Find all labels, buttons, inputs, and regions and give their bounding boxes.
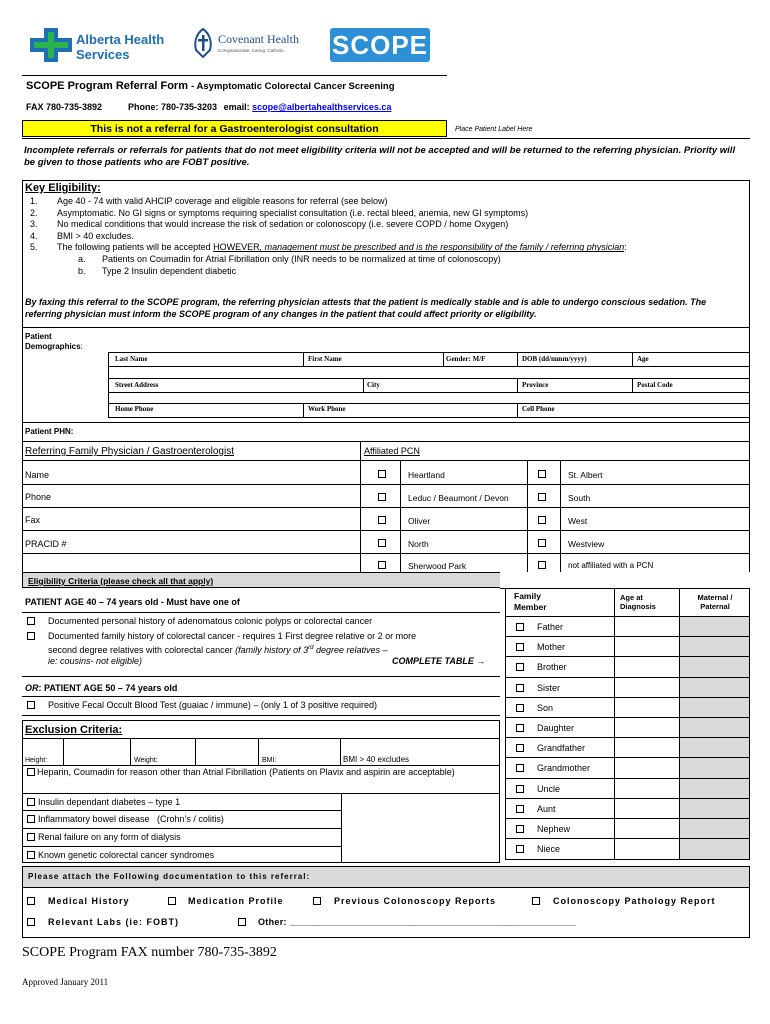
contact-line xyxy=(128,102,391,112)
maternal-header-line1: Maternal / xyxy=(697,593,733,602)
eligibility-list xyxy=(30,196,740,277)
demo-rule xyxy=(108,352,750,353)
fax-number: FAX 780-735-3892 xyxy=(26,102,103,112)
demo-rule xyxy=(108,392,750,393)
family-member-label: Niece xyxy=(537,844,561,855)
demo-col xyxy=(303,352,304,366)
phn-label: Patient PHN: xyxy=(25,427,74,436)
colonoscopy-reports-label: Previous Colonoscopy Reports xyxy=(334,896,497,906)
maternal-header-line2: Paternal xyxy=(700,602,730,611)
physician-title: Referring Family Physician / Gastroenterologist xyxy=(25,446,234,457)
demo-col xyxy=(632,378,633,392)
family-member-label: Aunt xyxy=(537,803,556,814)
pcn-westview-label: Westview xyxy=(568,539,605,549)
province-label: Province xyxy=(522,381,549,389)
criteria-rule xyxy=(22,715,500,716)
item-number: 3. xyxy=(30,219,38,230)
demo-rule xyxy=(108,417,750,418)
demo-rule xyxy=(108,403,750,404)
family-member-checkbox[interactable] xyxy=(516,643,524,651)
email-link[interactable]: scope@albertahealthservices.ca xyxy=(252,102,392,112)
fobt-checkbox[interactable] xyxy=(27,701,35,709)
family-member-checkbox[interactable] xyxy=(516,704,524,712)
family-header-line2: Member xyxy=(514,601,547,612)
family-member-label: Grandfather xyxy=(537,743,586,754)
email-label: email: xyxy=(223,102,250,112)
pathology-report-label: Colonoscopy Pathology Report xyxy=(553,896,716,906)
family-row-rule xyxy=(505,697,750,698)
eligibility-item xyxy=(30,242,740,254)
item-text: No medical conditions that would increase the risk of sedation or colonoscopy (i.e. severe COPD / home Oxygen) xyxy=(57,219,509,230)
family-row-rule xyxy=(505,616,750,617)
pcn-stalbert-checkbox[interactable] xyxy=(538,470,546,478)
pcn-heartland-label: Heartland xyxy=(408,470,445,480)
pcn-north-label: North xyxy=(408,539,429,549)
demo-col xyxy=(108,352,109,417)
criteria-title: Eligibility Criteria (please check all that apply) xyxy=(28,576,214,586)
demo-col xyxy=(443,352,444,366)
medication-profile-label: Medication Profile xyxy=(188,896,284,906)
city-label: City xyxy=(367,381,380,389)
age-diagnosis-header xyxy=(620,593,656,611)
gender-label: Gender: M/F xyxy=(446,355,486,363)
pcn-rule xyxy=(360,553,750,554)
pcn-col xyxy=(560,461,561,572)
demographics-label-line2: Demographics xyxy=(25,342,81,351)
physician-phone-field[interactable]: Phone xyxy=(25,492,52,502)
family-header-line1: Family xyxy=(514,591,541,601)
demo-col xyxy=(517,378,518,392)
family-member-checkbox[interactable] xyxy=(516,744,524,752)
family-row-rule xyxy=(505,737,750,738)
eligibility-item xyxy=(30,208,740,220)
family-history-note2: degree relatives – xyxy=(313,644,388,655)
pcn-leduc-label: Leduc / Beaumont / Devon xyxy=(408,493,509,503)
eligibility-item xyxy=(30,231,740,243)
family-member-label: Son xyxy=(537,702,554,713)
pcn-west-checkbox[interactable] xyxy=(538,516,546,524)
age-header-line1: Age at xyxy=(620,593,643,602)
family-row-rule xyxy=(505,677,750,678)
subitem-letter: a. xyxy=(78,253,86,264)
medication-profile-checkbox[interactable] xyxy=(168,897,176,905)
age40-heading: PATIENT AGE 40 – 74 years old - Must have one of xyxy=(25,597,240,607)
attach-title: Please attach the Following documentation to this referral: xyxy=(28,872,311,881)
demo-rule xyxy=(22,422,750,423)
item-text: Age 40 - 74 with valid AHCIP coverage and eligible reasons for referral (see below) xyxy=(57,196,388,206)
item-number: 2. xyxy=(30,207,38,218)
pathology-report-checkbox[interactable] xyxy=(532,897,540,905)
item-number: 4. xyxy=(30,230,38,241)
form-subtitle: - Asymptomatic Colorectal Cancer Screening xyxy=(191,81,395,92)
not-referral-warning: This is not a referral for a Gastroenterologist consultation xyxy=(22,120,447,137)
pcn-oliver-checkbox[interactable] xyxy=(378,516,386,524)
cell-phone-label: Cell Phone xyxy=(522,405,555,413)
pcn-leduc-checkbox[interactable] xyxy=(378,493,386,501)
management-text: , management must be prescribed and is the responsibility of the family / referring physician xyxy=(259,242,625,253)
insulin-label: Insulin dependant diabetes – type 1 xyxy=(38,797,181,807)
family-history-line3: ie: cousins- not eligible) xyxy=(48,656,143,666)
age50-heading xyxy=(25,683,177,693)
first-name-label: First Name xyxy=(308,355,342,363)
however-text: HOWEVER xyxy=(213,242,260,253)
item-text: BMI > 40 excludes. xyxy=(57,230,134,241)
genetic-checkbox[interactable] xyxy=(27,851,35,859)
family-member-checkbox[interactable] xyxy=(516,805,524,813)
family-history-checkbox[interactable] xyxy=(27,632,35,640)
pcn-none-checkbox[interactable] xyxy=(538,561,546,569)
demo-col xyxy=(517,352,518,366)
eligibility-item xyxy=(30,219,740,231)
eligibility-subitem xyxy=(30,254,740,266)
pcn-rule xyxy=(360,484,750,485)
street-label: Street Address xyxy=(115,381,159,389)
demo-rule xyxy=(108,378,750,379)
demographics-label-line1: Patient xyxy=(25,332,52,341)
family-member-label: Daughter xyxy=(537,723,575,733)
family-history-line1: Documented family history of colorectal cancer - requires 1 First degree relative or 2 or more xyxy=(48,631,417,641)
family-history-sup: rd xyxy=(308,644,314,651)
relevant-labs-label: Relevant Labs (ie: FOBT) xyxy=(48,917,180,927)
exclusion-col xyxy=(63,738,64,765)
pcn-sherwood-label: Sherwood Park xyxy=(408,561,467,571)
criteria-rule xyxy=(22,612,500,613)
maternal-header xyxy=(684,593,746,611)
demo-rule xyxy=(108,366,750,367)
pcn-sherwood-checkbox[interactable] xyxy=(378,561,386,569)
family-member-label: Father xyxy=(537,622,564,632)
renal-label: Renal failure on any form of dialysis xyxy=(38,832,181,842)
pcn-rule xyxy=(360,530,750,531)
relevant-labs-checkbox[interactable] xyxy=(27,918,35,926)
subitem-text: Type 2 Insulin dependent diabetic xyxy=(102,265,237,276)
item-number: 1. xyxy=(30,196,38,206)
family-row-rule xyxy=(505,798,750,799)
item-number: 5. xyxy=(30,242,38,253)
family-member-label: Sister xyxy=(537,682,561,693)
pcn-none-label: not affiliated with a PCN xyxy=(568,561,654,570)
ahs-name-line1: Alberta Health xyxy=(76,32,165,47)
pcn-col xyxy=(400,461,401,572)
family-col xyxy=(614,588,615,860)
demo-col xyxy=(363,378,364,392)
family-member-label: Brother xyxy=(537,662,567,673)
exclusion-col xyxy=(130,738,131,765)
family-member-checkbox[interactable] xyxy=(516,663,524,671)
family-member-label: Mother xyxy=(537,642,566,653)
exclusion-title: Exclusion Criteria: xyxy=(25,724,123,736)
family-row-rule xyxy=(505,717,750,718)
form-title xyxy=(26,80,395,92)
family-member-checkbox[interactable] xyxy=(516,825,524,833)
incomplete-notice: Incomplete referrals or referrals for patients that do not meet eligibility criteria will not be accepted and will be returned to the referring physician. Priority will be given to those patients who are FOBT positive. xyxy=(24,145,736,168)
last-name-label: Last Name xyxy=(115,355,148,363)
exclusion-rule xyxy=(22,738,500,739)
demo-col xyxy=(303,403,304,417)
covenant-logo xyxy=(192,28,322,64)
key-eligibility-title: Key Eligibility: xyxy=(25,182,101,194)
eligibility-item xyxy=(30,196,740,208)
covenant-tagline: Compassionate. Caring. Catholic. xyxy=(218,48,286,53)
pcn-south-checkbox[interactable] xyxy=(538,493,546,501)
or-label: OR xyxy=(25,683,39,693)
header-divider xyxy=(22,138,750,139)
ibd-label: Inflammatory bowel disease (Crohn’s / colitis) xyxy=(38,814,224,824)
renal-checkbox[interactable] xyxy=(27,833,35,841)
exclusion-rule xyxy=(22,828,342,829)
weight-label: Weight: xyxy=(134,757,158,764)
physician-rule xyxy=(22,507,360,508)
age50-text: : PATIENT AGE 50 – 74 years old xyxy=(38,683,178,693)
footer-approved: Approved January 2011 xyxy=(22,977,109,987)
item-text: Asymptomatic. No GI signs or symptoms requiring specialist consultation (i.e. rectal bleed, anemia, new GI symptoms) xyxy=(57,207,529,218)
family-member-label: Nephew xyxy=(537,824,571,834)
fobt-label: Positive Fecal Occult Blood Test (guaiac / immune) – (only 1 of 3 positive required) xyxy=(48,700,377,710)
patient-label-placeholder: Place Patient Label Here xyxy=(455,126,533,133)
attach-rule xyxy=(22,887,750,888)
family-member-label: Uncle xyxy=(537,783,561,794)
pcn-rule xyxy=(360,507,750,508)
demographics-colon: : xyxy=(80,342,83,351)
exclusion-col xyxy=(258,738,259,765)
family-row-rule xyxy=(505,757,750,758)
other-checkbox[interactable] xyxy=(238,918,246,926)
phone-number: Phone: 780-735-3203 xyxy=(128,102,218,112)
family-member-checkbox[interactable] xyxy=(516,764,524,772)
pcn-oliver-label: Oliver xyxy=(408,516,431,526)
other-label[interactable]: Other: ______________________________________________________ xyxy=(258,917,577,927)
footer-fax: SCOPE Program FAX number 780-735-3892 xyxy=(22,945,277,960)
family-row-rule xyxy=(505,818,750,819)
family-member-checkbox[interactable] xyxy=(516,724,524,732)
home-phone-label: Home Phone xyxy=(115,405,154,413)
criteria-rule xyxy=(22,676,500,677)
age-header-line2: Diagnosis xyxy=(620,602,656,611)
pcn-stalbert-label: St. Albert xyxy=(568,470,603,480)
dob-label: DOB (dd/mmm/yyyy) xyxy=(522,355,587,363)
subitem-letter: b. xyxy=(78,265,86,276)
family-row-rule xyxy=(505,838,750,839)
scope-logo: SCOPE xyxy=(331,30,429,60)
item-colon: : xyxy=(624,242,627,253)
subitem-text: Patients on Coumadin for Atrial Fibrillation only (INR needs to be normalized at time of colonoscopy) xyxy=(102,253,501,264)
colonoscopy-reports-checkbox[interactable] xyxy=(313,897,321,905)
ahs-logo xyxy=(30,28,175,64)
form-title-text: SCOPE Program Referral Form xyxy=(26,80,188,92)
family-member-checkbox[interactable] xyxy=(516,845,524,853)
medical-history-label: Medical History xyxy=(48,896,130,906)
demo-col xyxy=(632,352,633,366)
family-member-header xyxy=(514,591,547,612)
pcn-west-label: West xyxy=(568,516,588,526)
pcn-col xyxy=(527,461,528,572)
item-text: The following patients will be accepted xyxy=(57,242,214,253)
insulin-checkbox[interactable] xyxy=(27,798,35,806)
ibd-checkbox[interactable] xyxy=(27,815,35,823)
family-member-label: Grandmother xyxy=(537,763,591,774)
pcn-title: Affiliated PCN xyxy=(364,446,420,456)
exclusion-rule xyxy=(22,765,500,766)
physician-rule xyxy=(22,484,360,485)
exclusion-rule xyxy=(22,810,342,811)
family-member-checkbox[interactable] xyxy=(516,684,524,692)
bmi40-label: BMI > 40 excludes xyxy=(343,755,410,764)
exclusion-rule xyxy=(22,793,500,794)
personal-history-checkbox[interactable] xyxy=(27,617,35,625)
exclusion-col xyxy=(195,738,196,765)
exclusion-rule xyxy=(22,846,342,847)
complete-table-note: COMPLETE TABLE → xyxy=(392,656,486,666)
pcn-south-label: South xyxy=(568,493,591,503)
age-label: Age xyxy=(637,355,649,363)
physician-name-field[interactable]: Name xyxy=(25,470,50,480)
physician-rule xyxy=(22,553,360,554)
family-member-checkbox[interactable] xyxy=(516,785,524,793)
postal-label: Postal Code xyxy=(637,381,673,389)
family-history-line2: second degree relatives with colorectal cancer xyxy=(48,644,236,655)
covenant-emblem-icon xyxy=(192,28,214,58)
covenant-name: Covenant Health xyxy=(218,32,299,46)
bmi-label: BMI: xyxy=(262,757,277,764)
ahs-cross-icon xyxy=(30,28,72,62)
family-history-note: (family history of 3 xyxy=(235,644,309,655)
ahs-name-line2: Services xyxy=(76,47,130,62)
family-row-rule xyxy=(505,656,750,657)
work-phone-label: Work Phone xyxy=(308,405,346,413)
demographics-label xyxy=(25,332,83,352)
physician-fax-field[interactable]: Fax xyxy=(25,515,41,525)
demo-col xyxy=(517,403,518,417)
family-member-checkbox[interactable] xyxy=(516,623,524,631)
family-row-rule xyxy=(505,636,750,637)
family-row-rule xyxy=(505,778,750,779)
physician-pracid-field[interactable]: PRACID # xyxy=(25,539,67,549)
heparin-label: Heparin, Coumadin for reason other than Atrial Fibrillation (Patients on Plavix and aspirin are acceptable) xyxy=(37,767,455,777)
physician-rule xyxy=(22,530,360,531)
genetic-label: Known genetic colorectal cancer syndromes xyxy=(38,850,215,860)
eligibility-subitem xyxy=(30,266,740,278)
personal-history-label: Documented personal history of adenomatous colonic polyps or colorectal cancer xyxy=(48,616,373,626)
pcn-north-checkbox[interactable] xyxy=(378,539,386,547)
exclusion-col xyxy=(340,738,341,765)
pcn-heartland-checkbox[interactable] xyxy=(378,470,386,478)
pcn-westview-checkbox[interactable] xyxy=(538,539,546,547)
criteria-rule xyxy=(22,696,500,697)
medical-history-checkbox[interactable] xyxy=(27,897,35,905)
physician-rule xyxy=(22,460,750,461)
height-label: Height: xyxy=(25,757,48,764)
attestation-text: By faxing this referral to the SCOPE program, the referring physician attests that the patient is medically stable and is able to undergo conscious sedation. The referring physician must inform the SCOPE program of any changes in the patient that could affect priority or eligibility. xyxy=(25,297,707,319)
exclusion-col xyxy=(341,793,342,863)
